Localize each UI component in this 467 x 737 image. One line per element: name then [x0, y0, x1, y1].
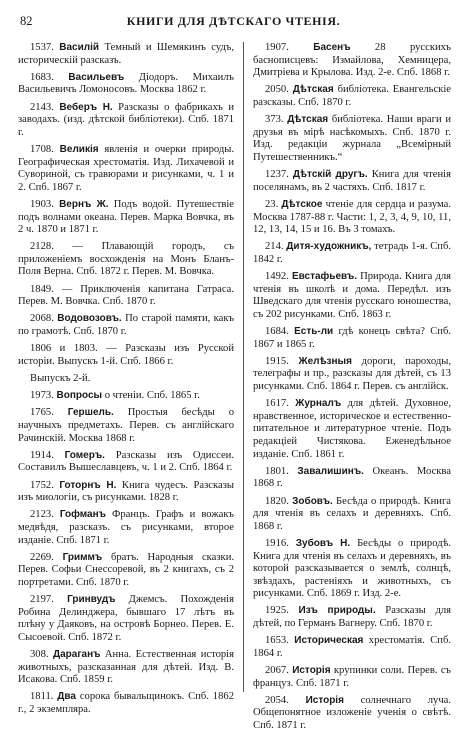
entry-number: 1237.	[265, 169, 293, 181]
entry-author: Дѣтскій другъ.	[292, 169, 368, 181]
entry-number: 2123.	[30, 509, 60, 521]
catalog-entry	[253, 605, 451, 630]
entry-text: Темный и Шемякинъ судъ, историческій разсказъ.	[18, 42, 234, 66]
entry-author: Два	[57, 691, 76, 703]
catalog-entry	[253, 114, 451, 164]
entry-author: Великія	[59, 143, 99, 155]
entry-number: 2269.	[30, 551, 63, 563]
entry-number: 1537.	[30, 42, 60, 53]
entry-number: 1925.	[265, 605, 299, 617]
entry-number: 1907.	[265, 42, 314, 53]
catalog-entry	[18, 450, 234, 475]
catalog-entry	[253, 199, 451, 237]
entry-number: 1653.	[265, 635, 295, 647]
entry-number: 2067.	[265, 665, 293, 677]
entry-text: Простыя бесѣды о научныхъ предметахъ. Перев. съ англійскаго Рачинскій. Москва 1868 г.	[18, 407, 234, 444]
catalog-entry	[253, 398, 451, 461]
catalog-entry	[18, 241, 234, 279]
entry-author: Дѣтская	[287, 114, 329, 126]
entry-text: 28 русскихъ баснописцевъ: Измайлова, Хемницера, Дмитріева и Крылова. Изд. 2-е. Спб. 1868 г.	[253, 42, 452, 79]
entry-number: 1806 и 1803.	[30, 343, 107, 355]
entry-number: 308.	[30, 649, 53, 661]
catalog-entry	[253, 84, 451, 109]
entry-text: Бесѣды о природѣ. Книга для чтенія въ селахъ и деревняхъ, въ которой разсказывается о землѣ, солнцѣ, звѣздахъ, растеніяхъ и животныхъ, съ рисунками. Спб. 1869 г. Изд. 2-е.	[253, 537, 452, 600]
entry-author: Исторія	[305, 694, 344, 706]
entry-text: солнечнаго луча. Общепонятное изложеніе ученія о свѣтѣ. Спб. 1871 г.	[253, 694, 452, 731]
catalog-entry	[18, 649, 234, 687]
catalog-entry	[18, 72, 234, 97]
catalog-entry	[253, 665, 451, 690]
entry-number: 2068.	[30, 313, 58, 325]
entry-text: Подъ водой. Путешествіе подъ волнами океана. Перев. Марка Вовчка, въ 2 ч. 1870 и 1871 г.	[18, 198, 234, 236]
entry-text: Разсказы изъ Одиссеи. Составилъ Вышеславцевъ, ч. 1 и 2. Спб. 1864 г.	[18, 449, 234, 474]
entry-text: Природа. Книга для чтенія въ школѣ и дома. Передѣл. изъ Шведскаго для чтенія русскаго юношества, съ 202 рисунками. Спб. 1863 г.	[253, 271, 452, 320]
catalog-entry	[18, 480, 234, 505]
entry-author: Водовозовъ.	[57, 313, 122, 325]
catalog-entry	[18, 509, 234, 547]
entry-author: Журналъ	[295, 398, 342, 410]
catalog-entry	[253, 695, 451, 733]
entry-number: 2128.	[30, 241, 73, 253]
entry-number: 2050.	[265, 84, 293, 96]
entry-text: Выпускъ 2-й.	[30, 373, 91, 384]
entry-number: 1820.	[265, 495, 293, 507]
catalog-entry	[18, 343, 234, 368]
entry-text: — Приключенія капитана Гатраса. Перев. М. Вовчка. Спб. 1870 г.	[18, 283, 235, 308]
entry-text: Францъ. Графъ и вожакъ медвѣдя, разсказъ. съ рисунками, второе изданіе. Спб. 1871 г.	[18, 509, 234, 546]
entry-author: Исторія	[292, 665, 331, 677]
entry-author: Дараганъ	[52, 649, 101, 661]
entry-author: Готорнъ Н.	[59, 479, 117, 491]
entry-text: чтеніе для сердца и разума. Москва 1787-88 г. Части: 1, 2, 3, 4, 9, 10, 11, 12, 13, 14, 15 и 16. Въ 3 томахъ.	[253, 198, 451, 236]
entry-author: Историческая	[294, 635, 364, 647]
column-divider	[243, 42, 244, 692]
catalog-entry	[253, 271, 451, 321]
entry-text: тетрадь 1-я. Спб. 1842 г.	[253, 241, 451, 265]
entry-number: 1765.	[30, 407, 68, 419]
entry-number: 1915.	[265, 355, 299, 367]
entry-author: Зубовъ Н.	[295, 537, 351, 549]
entry-text: хрестоматія. Спб. 1864 г.	[253, 635, 452, 659]
entry-text: Бесѣда о природѣ. Книга для чтенія въ селахъ и деревняхъ. Спб. 1868 г.	[253, 495, 452, 532]
entry-author: Дѣтское	[281, 198, 323, 210]
left-column	[18, 42, 234, 721]
catalog-entry	[18, 102, 234, 140]
entry-text: явленія и очерки природы. Географическая хрестоматія. Изд. Лихачевой и Сувориной, съ гравюрами и рисунками, ч. 1 и 2. Спб. 1867 г.	[18, 143, 235, 193]
catalog-entry	[18, 407, 234, 445]
entry-number: 1492.	[265, 271, 292, 283]
entry-number: 1811.	[30, 691, 58, 703]
catalog-entry	[253, 538, 451, 601]
entry-text: Джемсъ. Похожденія Робина Делинджера, бывшаго 17 лѣтъ въ плѣну у Даяковъ, на островѣ Борнео. Перев. Е. Сысоевой. Спб. 1872 г.	[18, 594, 235, 643]
catalog-entry	[253, 241, 451, 266]
page-header	[18, 14, 449, 30]
entry-text: сорока бывальщинокъ. Спб. 1862 г., 2 экземпляра.	[18, 691, 234, 715]
page-title: КНИГИ ДЛЯ ДѢТСКАГО ЧТЕНІЯ.	[126, 14, 341, 28]
catalog-entry	[253, 169, 451, 194]
entry-author: Вернъ Ж.	[59, 198, 109, 210]
entry-author: Гофманъ	[59, 509, 106, 521]
entry-text: Анна. Естественная исторія животныхъ, разсказанная для дѣтей. Изд. В. Исакова. Спб. 1859 г.	[18, 649, 234, 686]
entry-number: 1683.	[30, 71, 69, 83]
entry-text: По старой памяти, какъ по грамотѣ. Спб. 1870 г.	[18, 313, 234, 338]
catalog-entry	[253, 42, 451, 80]
entry-author: Зобовъ.	[292, 495, 333, 507]
catalog-entry	[18, 373, 234, 386]
entry-number: 23.	[265, 198, 282, 210]
entry-author: Гершель.	[67, 407, 114, 419]
entry-number: 1903.	[30, 198, 60, 210]
catalog-entry	[253, 466, 451, 491]
entry-number: 1684.	[265, 326, 295, 338]
catalog-entry	[18, 284, 234, 309]
entry-author: Изъ природы.	[298, 605, 376, 617]
entry-text: Книга для чтенія поселянамъ, въ 2 частяхъ. Спб. 1817 г.	[253, 169, 451, 193]
catalog-entry	[253, 496, 451, 534]
entry-number: 2054.	[265, 694, 306, 706]
catalog-entry	[18, 42, 234, 67]
entry-author: Завалишинъ.	[297, 465, 364, 477]
catalog-entry	[18, 691, 234, 716]
catalog-entry	[253, 356, 451, 394]
entry-author: Евстафьевъ.	[291, 271, 357, 283]
entry-number: 1849.	[30, 283, 62, 295]
entry-text: библіотека. Наши враги и друзья въ мірѣ насѣкомыхъ. Спб. 1870 г. Изд. редакціи журнала „Всемірный Путешественникъ.“	[253, 114, 451, 163]
entry-number: 2197.	[30, 594, 68, 606]
catalog-entry	[18, 594, 234, 644]
entry-author: Гомеръ.	[64, 449, 105, 461]
entry-number: 1916.	[265, 537, 296, 549]
entry-number: 214.	[265, 241, 287, 253]
entry-author: Есть-ли	[294, 326, 334, 338]
entry-text: дороги, пароходы, телеграфы и пр., разсказы для дѣтей, съ 13 рисунками. Спб. 1864 г. Перев. съ англійск.	[253, 355, 452, 392]
entry-text: Разсказы о фабрикахъ и заводахъ. (изд. дѣтской библіотеки). Спб. 1871 г.	[18, 101, 234, 138]
right-column	[253, 42, 451, 737]
entry-author: Дитя-художникъ,	[286, 241, 372, 253]
entry-text: библіотека. Евангельскіе разсказы. Спб. 1870 г.	[253, 84, 452, 108]
catalog-entry	[18, 144, 234, 194]
catalog-entry	[18, 199, 234, 237]
entry-text: — Плавающій городъ, съ приложеніемъ восхожденія на Монъ Бланъ-Поля Верна. Спб. 1872 г. Перев. М. Вовчка.	[18, 241, 235, 278]
entry-text: крупинки соли. Перев. съ француз. Спб. 1871 г.	[253, 665, 451, 689]
entry-number: 2143.	[30, 101, 60, 113]
entry-text: гдѣ конецъ свѣта? Спб. 1867 и 1865 г.	[253, 326, 451, 350]
entry-text: Разсказы для дѣтей, по Германъ Вагнеру. Спб. 1870 г.	[253, 605, 452, 630]
entry-text: — Разсказы изъ Русской исторіи. Выпускъ 1-й. Спб. 1866 г.	[18, 343, 234, 367]
entry-author: Василій	[59, 42, 100, 53]
entry-number: 1801.	[265, 465, 298, 477]
catalog-entry	[253, 635, 451, 660]
entry-author: Вопросы	[56, 390, 103, 402]
catalog-entry	[18, 313, 234, 338]
entry-text: о чтеніи. Спб. 1865 г.	[102, 390, 200, 402]
catalog-entry	[18, 552, 234, 590]
entry-number: 1973.	[30, 390, 57, 402]
entry-number: 1752.	[30, 479, 60, 491]
entry-text: для дѣтей. Духовное, нравственное, историческое и естественно-питательное и литературное чтеніе. Подъ редакціей Чистякова. Еженедѣльное изданіе. Спб. 1861 г.	[253, 398, 451, 460]
entry-text: Книга чудесъ. Разсказы изъ миологіи, съ рисунками. 1828 г.	[18, 479, 234, 504]
entry-author: Басенъ	[313, 42, 351, 53]
entry-number: 1708.	[30, 143, 60, 155]
entry-author: Гринвудъ	[67, 594, 116, 606]
entry-text: Океанъ. Москва 1868 г.	[253, 465, 451, 490]
entry-text: братъ. Народныя сказки. Перев. Софьи Снессоревой, въ 2 книгахъ, съ 2 портретами. Спб. 1870 г.	[18, 551, 235, 588]
page-number: 82	[20, 14, 33, 28]
entry-author: Желѣзныя	[298, 355, 352, 367]
entry-author: Васильевъ	[68, 71, 125, 83]
entry-number: 1914.	[30, 449, 65, 461]
catalog-entry	[253, 326, 451, 351]
entry-number: 1617.	[265, 398, 296, 410]
entry-author: Веберъ Н.	[59, 101, 113, 113]
entry-author: Гриммъ	[62, 551, 103, 563]
catalog-entry	[18, 390, 234, 403]
entry-author: Дѣтская	[292, 84, 334, 96]
entry-number: 373.	[265, 114, 288, 126]
entry-text: Діодоръ. Михаилъ Васильевичъ Ломоносовъ. Москва 1862 г.	[18, 71, 234, 96]
